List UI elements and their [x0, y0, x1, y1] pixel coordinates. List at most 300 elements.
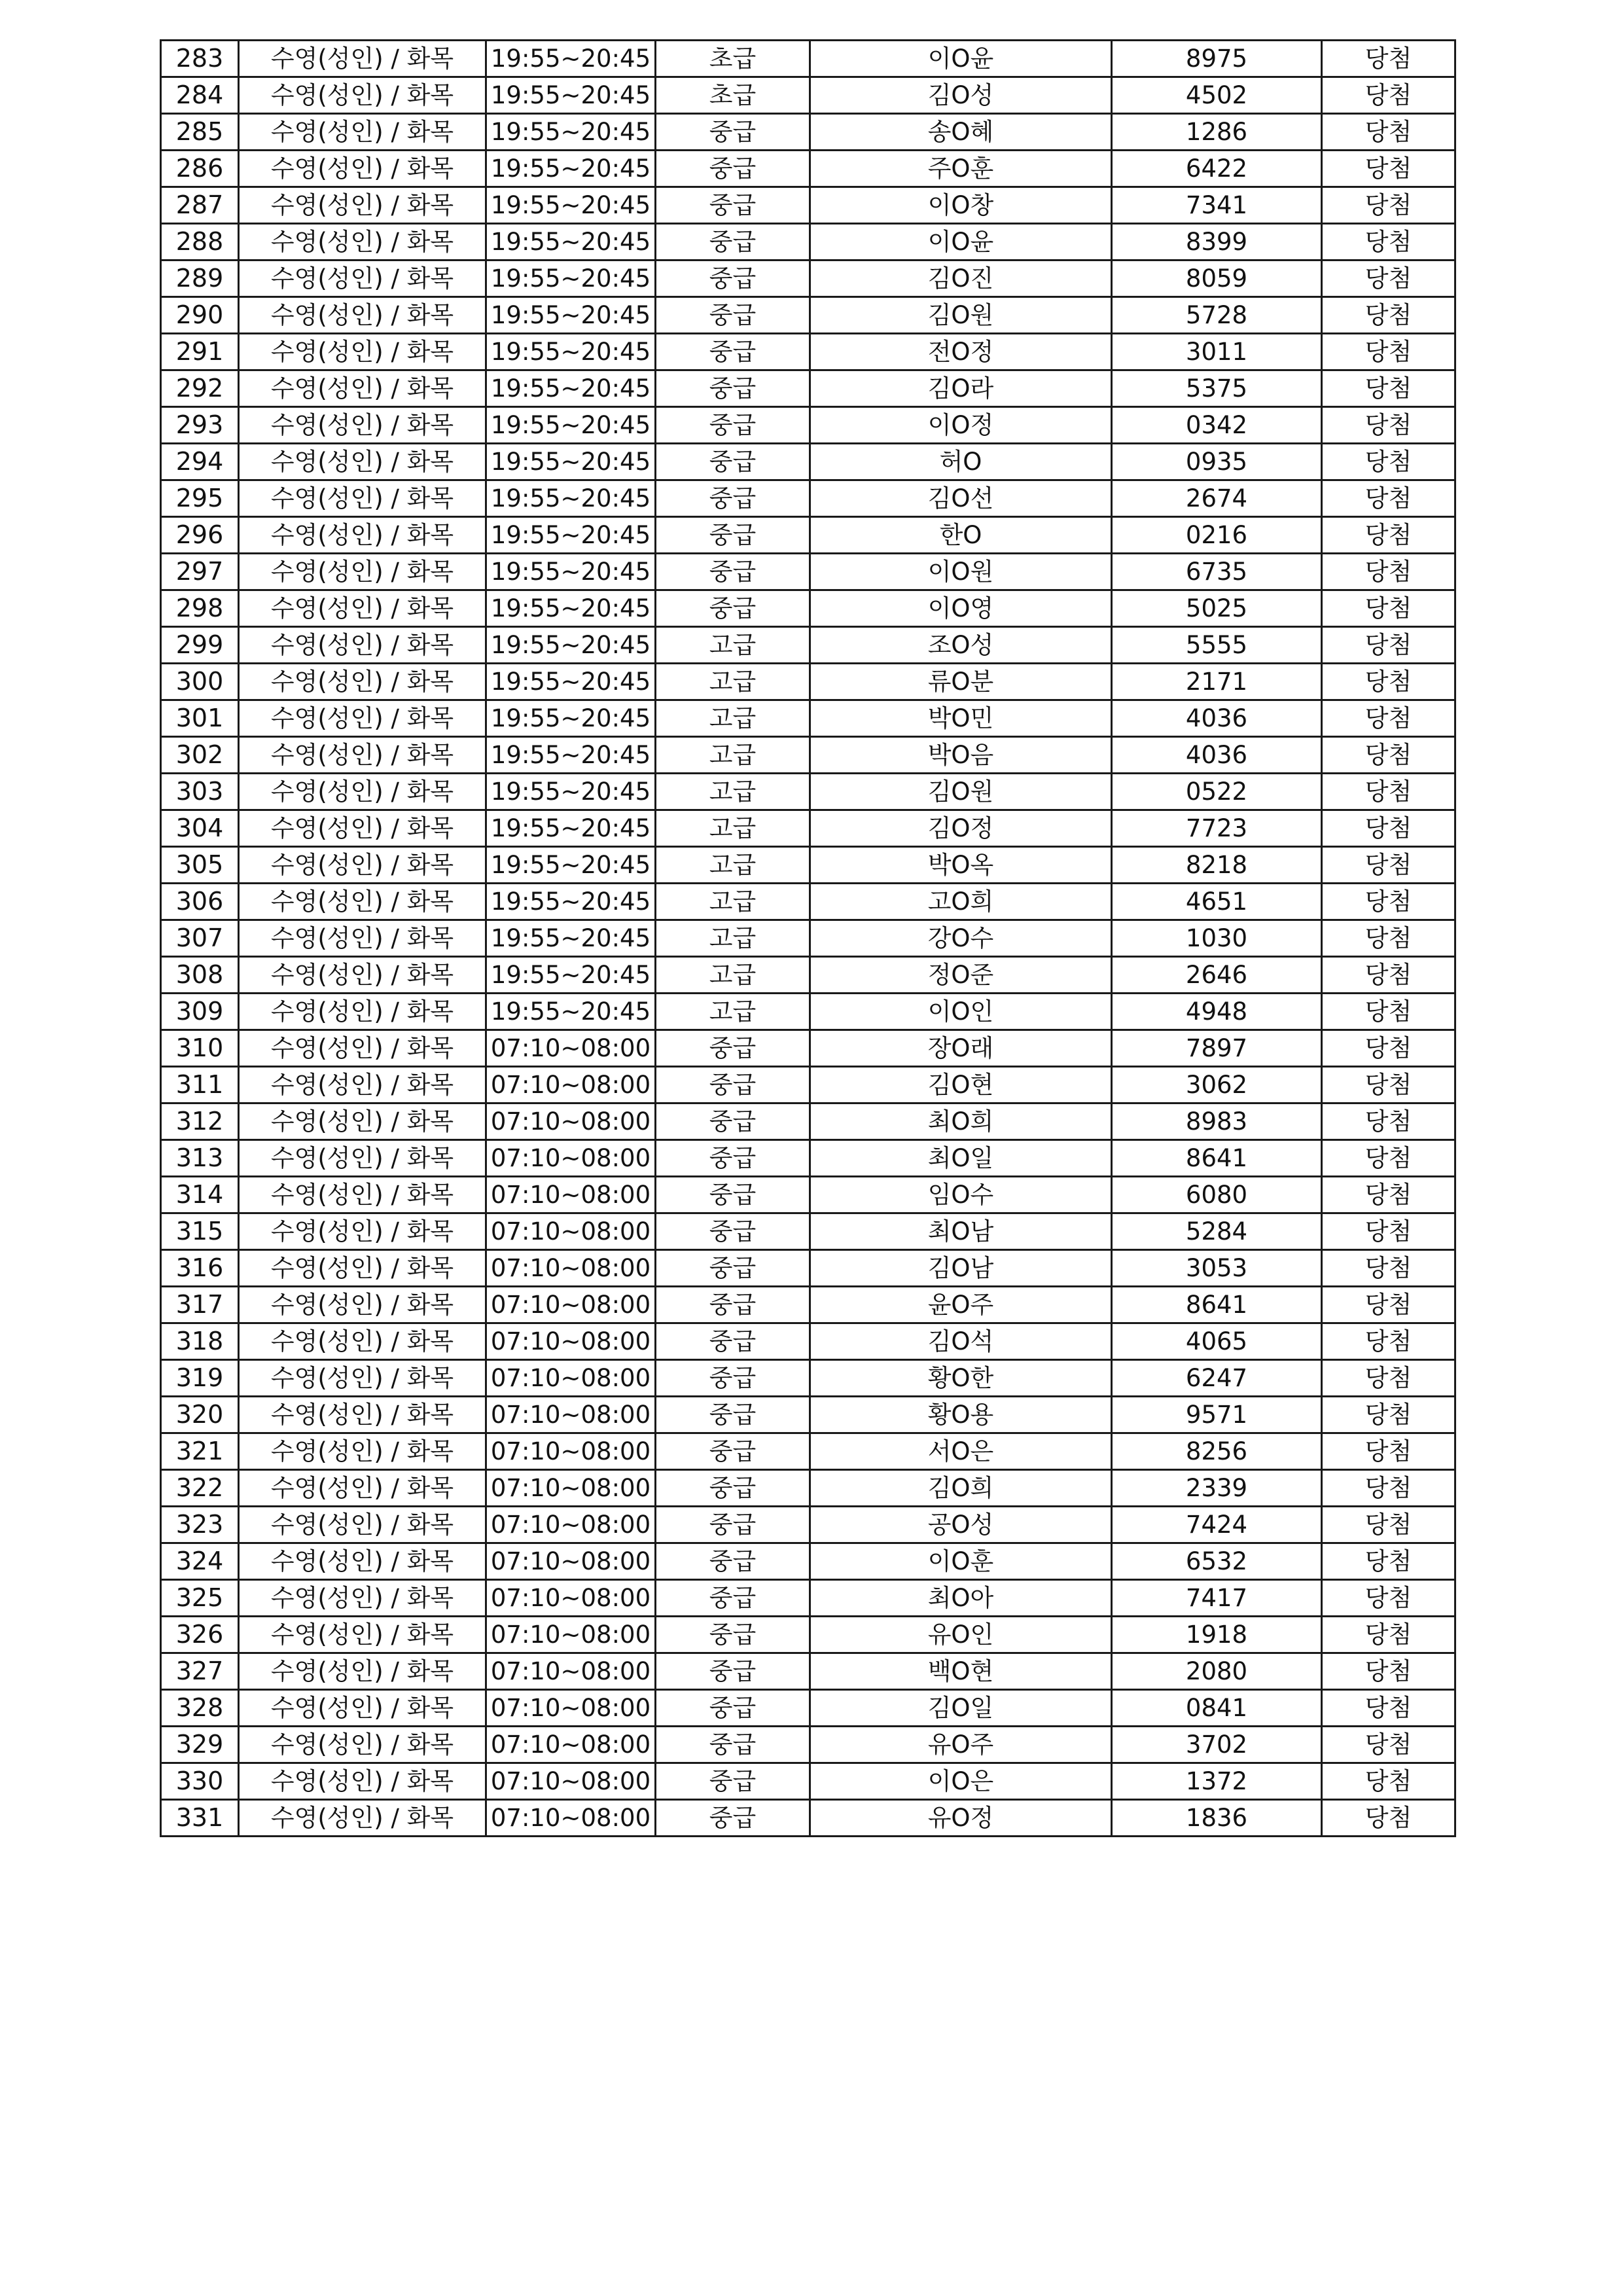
phone-last4-cell: 9571 — [1112, 1397, 1322, 1433]
name-cell: 송O혜 — [810, 114, 1112, 151]
program-cell: 수영(성인) / 화목 — [239, 517, 486, 554]
phone-last4-cell: 8975 — [1112, 41, 1322, 77]
phone-last4-cell: 1372 — [1112, 1763, 1322, 1800]
row-number: 306 — [161, 884, 239, 920]
level-cell: 고급 — [656, 737, 810, 774]
row-number: 320 — [161, 1397, 239, 1433]
time-cell: 19:55~20:45 — [486, 957, 656, 994]
time-cell: 19:55~20:45 — [486, 77, 656, 114]
phone-last4-cell: 2080 — [1112, 1653, 1322, 1690]
level-cell: 중급 — [656, 1763, 810, 1800]
result-cell: 당첨 — [1322, 1800, 1455, 1837]
name-cell: 최O아 — [810, 1580, 1112, 1617]
name-cell: 박O음 — [810, 737, 1112, 774]
phone-last4-cell: 8641 — [1112, 1287, 1322, 1323]
level-cell: 중급 — [656, 1543, 810, 1580]
result-cell: 당첨 — [1322, 1690, 1455, 1727]
time-cell: 19:55~20:45 — [486, 187, 656, 224]
table-row — [161, 847, 1455, 884]
result-cell: 당첨 — [1322, 224, 1455, 260]
level-cell: 중급 — [656, 260, 810, 297]
level-cell: 중급 — [656, 1690, 810, 1727]
phone-last4-cell: 4065 — [1112, 1323, 1322, 1360]
table-row — [161, 1763, 1455, 1800]
level-cell: 중급 — [656, 1397, 810, 1433]
row-number: 311 — [161, 1067, 239, 1103]
table-row — [161, 151, 1455, 187]
program-cell: 수영(성인) / 화목 — [239, 1287, 486, 1323]
time-cell: 07:10~08:00 — [486, 1433, 656, 1470]
program-cell: 수영(성인) / 화목 — [239, 1250, 486, 1287]
level-cell: 고급 — [656, 810, 810, 847]
level-cell: 중급 — [656, 480, 810, 517]
name-cell: 김O희 — [810, 1470, 1112, 1507]
result-cell: 당첨 — [1322, 1287, 1455, 1323]
name-cell: 황O한 — [810, 1360, 1112, 1397]
result-cell: 당첨 — [1322, 1360, 1455, 1397]
level-cell: 중급 — [656, 1067, 810, 1103]
program-cell: 수영(성인) / 화목 — [239, 1727, 486, 1763]
time-cell: 07:10~08:00 — [486, 1030, 656, 1067]
time-cell: 19:55~20:45 — [486, 224, 656, 260]
table-row — [161, 77, 1455, 114]
row-number: 302 — [161, 737, 239, 774]
program-cell: 수영(성인) / 화목 — [239, 590, 486, 627]
name-cell: 유O인 — [810, 1617, 1112, 1653]
time-cell: 07:10~08:00 — [486, 1177, 656, 1213]
result-cell: 당첨 — [1322, 114, 1455, 151]
name-cell: 김O남 — [810, 1250, 1112, 1287]
result-cell: 당첨 — [1322, 1030, 1455, 1067]
level-cell: 중급 — [656, 114, 810, 151]
row-number: 326 — [161, 1617, 239, 1653]
name-cell: 임O수 — [810, 1177, 1112, 1213]
table-row — [161, 187, 1455, 224]
level-cell: 중급 — [656, 1800, 810, 1837]
time-cell: 07:10~08:00 — [486, 1140, 656, 1177]
time-cell: 19:55~20:45 — [486, 297, 656, 334]
program-cell: 수영(성인) / 화목 — [239, 957, 486, 994]
program-cell: 수영(성인) / 화목 — [239, 480, 486, 517]
table-row — [161, 1067, 1455, 1103]
name-cell: 김O원 — [810, 774, 1112, 810]
program-cell: 수영(성인) / 화목 — [239, 1067, 486, 1103]
row-number: 318 — [161, 1323, 239, 1360]
row-number: 287 — [161, 187, 239, 224]
result-cell: 당첨 — [1322, 407, 1455, 444]
result-cell: 당첨 — [1322, 1250, 1455, 1287]
name-cell: 이O윤 — [810, 224, 1112, 260]
level-cell: 고급 — [656, 920, 810, 957]
program-cell: 수영(성인) / 화목 — [239, 1507, 486, 1543]
phone-last4-cell: 5555 — [1112, 627, 1322, 664]
level-cell: 중급 — [656, 1030, 810, 1067]
row-number: 325 — [161, 1580, 239, 1617]
row-number: 330 — [161, 1763, 239, 1800]
phone-last4-cell: 3702 — [1112, 1727, 1322, 1763]
program-cell: 수영(성인) / 화목 — [239, 1323, 486, 1360]
name-cell: 서O은 — [810, 1433, 1112, 1470]
time-cell: 07:10~08:00 — [486, 1507, 656, 1543]
result-cell: 당첨 — [1322, 884, 1455, 920]
result-cell: 당첨 — [1322, 187, 1455, 224]
table-row — [161, 1140, 1455, 1177]
phone-last4-cell: 7897 — [1112, 1030, 1322, 1067]
name-cell: 공O성 — [810, 1507, 1112, 1543]
name-cell: 이O창 — [810, 187, 1112, 224]
result-cell: 당첨 — [1322, 1507, 1455, 1543]
table-row — [161, 1653, 1455, 1690]
result-cell: 당첨 — [1322, 957, 1455, 994]
phone-last4-cell: 2646 — [1112, 957, 1322, 994]
phone-last4-cell: 7424 — [1112, 1507, 1322, 1543]
row-number: 285 — [161, 114, 239, 151]
program-cell: 수영(성인) / 화목 — [239, 1397, 486, 1433]
time-cell: 19:55~20:45 — [486, 884, 656, 920]
time-cell: 19:55~20:45 — [486, 920, 656, 957]
result-cell: 당첨 — [1322, 151, 1455, 187]
row-number: 303 — [161, 774, 239, 810]
row-number: 286 — [161, 151, 239, 187]
name-cell: 유O주 — [810, 1727, 1112, 1763]
row-number: 312 — [161, 1103, 239, 1140]
phone-last4-cell: 5375 — [1112, 370, 1322, 407]
level-cell: 중급 — [656, 334, 810, 370]
program-cell: 수영(성인) / 화목 — [239, 1543, 486, 1580]
phone-last4-cell: 8256 — [1112, 1433, 1322, 1470]
row-number: 323 — [161, 1507, 239, 1543]
name-cell: 김O석 — [810, 1323, 1112, 1360]
row-number: 321 — [161, 1433, 239, 1470]
row-number: 331 — [161, 1800, 239, 1837]
time-cell: 19:55~20:45 — [486, 700, 656, 737]
phone-last4-cell: 4036 — [1112, 737, 1322, 774]
name-cell: 허O — [810, 444, 1112, 480]
lottery-result-table — [160, 39, 1456, 1837]
level-cell: 중급 — [656, 1213, 810, 1250]
result-cell: 당첨 — [1322, 1763, 1455, 1800]
phone-last4-cell: 7417 — [1112, 1580, 1322, 1617]
name-cell: 이O영 — [810, 590, 1112, 627]
program-cell: 수영(성인) / 화목 — [239, 664, 486, 700]
level-cell: 중급 — [656, 1653, 810, 1690]
table-row — [161, 1213, 1455, 1250]
name-cell: 고O희 — [810, 884, 1112, 920]
phone-last4-cell: 1286 — [1112, 114, 1322, 151]
table-row — [161, 334, 1455, 370]
time-cell: 19:55~20:45 — [486, 114, 656, 151]
name-cell: 김O일 — [810, 1690, 1112, 1727]
table-row — [161, 590, 1455, 627]
table-row — [161, 114, 1455, 151]
row-number: 328 — [161, 1690, 239, 1727]
time-cell: 19:55~20:45 — [486, 370, 656, 407]
time-cell: 07:10~08:00 — [486, 1250, 656, 1287]
name-cell: 이O훈 — [810, 1543, 1112, 1580]
phone-last4-cell: 0841 — [1112, 1690, 1322, 1727]
time-cell: 07:10~08:00 — [486, 1690, 656, 1727]
result-cell: 당첨 — [1322, 41, 1455, 77]
time-cell: 07:10~08:00 — [486, 1103, 656, 1140]
phone-last4-cell: 6080 — [1112, 1177, 1322, 1213]
level-cell: 중급 — [656, 444, 810, 480]
result-cell: 당첨 — [1322, 1323, 1455, 1360]
table-row — [161, 700, 1455, 737]
table-row — [161, 664, 1455, 700]
table-row — [161, 224, 1455, 260]
row-number: 296 — [161, 517, 239, 554]
row-number: 297 — [161, 554, 239, 590]
result-cell: 당첨 — [1322, 1397, 1455, 1433]
program-cell: 수영(성인) / 화목 — [239, 187, 486, 224]
name-cell: 류O분 — [810, 664, 1112, 700]
phone-last4-cell: 5728 — [1112, 297, 1322, 334]
program-cell: 수영(성인) / 화목 — [239, 1213, 486, 1250]
program-cell: 수영(성인) / 화목 — [239, 627, 486, 664]
row-number: 299 — [161, 627, 239, 664]
time-cell: 19:55~20:45 — [486, 664, 656, 700]
program-cell: 수영(성인) / 화목 — [239, 1653, 486, 1690]
result-cell: 당첨 — [1322, 444, 1455, 480]
result-cell: 당첨 — [1322, 297, 1455, 334]
phone-last4-cell: 0216 — [1112, 517, 1322, 554]
table-row — [161, 737, 1455, 774]
name-cell: 김O라 — [810, 370, 1112, 407]
program-cell: 수영(성인) / 화목 — [239, 1617, 486, 1653]
phone-last4-cell: 6247 — [1112, 1360, 1322, 1397]
table-row — [161, 1543, 1455, 1580]
phone-last4-cell: 4502 — [1112, 77, 1322, 114]
program-cell: 수영(성인) / 화목 — [239, 1800, 486, 1837]
phone-last4-cell: 2674 — [1112, 480, 1322, 517]
program-cell: 수영(성인) / 화목 — [239, 1580, 486, 1617]
phone-last4-cell: 8641 — [1112, 1140, 1322, 1177]
time-cell: 19:55~20:45 — [486, 444, 656, 480]
program-cell: 수영(성인) / 화목 — [239, 334, 486, 370]
table-row — [161, 1250, 1455, 1287]
program-cell: 수영(성인) / 화목 — [239, 1030, 486, 1067]
name-cell: 주O훈 — [810, 151, 1112, 187]
phone-last4-cell: 2339 — [1112, 1470, 1322, 1507]
table-row — [161, 407, 1455, 444]
name-cell: 최O희 — [810, 1103, 1112, 1140]
program-cell: 수영(성인) / 화목 — [239, 1140, 486, 1177]
time-cell: 19:55~20:45 — [486, 737, 656, 774]
level-cell: 중급 — [656, 187, 810, 224]
result-cell: 당첨 — [1322, 77, 1455, 114]
level-cell: 중급 — [656, 1580, 810, 1617]
name-cell: 박O민 — [810, 700, 1112, 737]
level-cell: 중급 — [656, 407, 810, 444]
level-cell: 고급 — [656, 664, 810, 700]
row-number: 305 — [161, 847, 239, 884]
name-cell: 강O수 — [810, 920, 1112, 957]
phone-last4-cell: 8059 — [1112, 260, 1322, 297]
name-cell: 정O준 — [810, 957, 1112, 994]
row-number: 290 — [161, 297, 239, 334]
name-cell: 김O원 — [810, 297, 1112, 334]
table-row — [161, 884, 1455, 920]
program-cell: 수영(성인) / 화목 — [239, 114, 486, 151]
level-cell: 중급 — [656, 151, 810, 187]
level-cell: 고급 — [656, 847, 810, 884]
name-cell: 백O현 — [810, 1653, 1112, 1690]
result-cell: 당첨 — [1322, 664, 1455, 700]
time-cell: 07:10~08:00 — [486, 1470, 656, 1507]
phone-last4-cell: 4036 — [1112, 700, 1322, 737]
result-cell: 당첨 — [1322, 1727, 1455, 1763]
program-cell: 수영(성인) / 화목 — [239, 1763, 486, 1800]
result-cell: 당첨 — [1322, 810, 1455, 847]
time-cell: 07:10~08:00 — [486, 1360, 656, 1397]
program-cell: 수영(성인) / 화목 — [239, 151, 486, 187]
time-cell: 19:55~20:45 — [486, 627, 656, 664]
phone-last4-cell: 4948 — [1112, 994, 1322, 1030]
time-cell: 19:55~20:45 — [486, 554, 656, 590]
phone-last4-cell: 3053 — [1112, 1250, 1322, 1287]
name-cell: 유O정 — [810, 1800, 1112, 1837]
program-cell: 수영(성인) / 화목 — [239, 77, 486, 114]
time-cell: 19:55~20:45 — [486, 517, 656, 554]
program-cell: 수영(성인) / 화목 — [239, 1690, 486, 1727]
level-cell: 중급 — [656, 517, 810, 554]
phone-last4-cell: 4651 — [1112, 884, 1322, 920]
program-cell: 수영(성인) / 화목 — [239, 1360, 486, 1397]
row-number: 292 — [161, 370, 239, 407]
level-cell: 중급 — [656, 1103, 810, 1140]
row-number: 322 — [161, 1470, 239, 1507]
name-cell: 김O정 — [810, 810, 1112, 847]
name-cell: 이O인 — [810, 994, 1112, 1030]
program-cell: 수영(성인) / 화목 — [239, 444, 486, 480]
table-row — [161, 774, 1455, 810]
level-cell: 중급 — [656, 1360, 810, 1397]
row-number: 291 — [161, 334, 239, 370]
level-cell: 고급 — [656, 774, 810, 810]
program-cell: 수영(성인) / 화목 — [239, 994, 486, 1030]
result-cell: 당첨 — [1322, 1617, 1455, 1653]
name-cell: 김O진 — [810, 260, 1112, 297]
level-cell: 중급 — [656, 1433, 810, 1470]
phone-last4-cell: 8983 — [1112, 1103, 1322, 1140]
phone-last4-cell: 5284 — [1112, 1213, 1322, 1250]
time-cell: 19:55~20:45 — [486, 334, 656, 370]
level-cell: 중급 — [656, 1140, 810, 1177]
program-cell: 수영(성인) / 화목 — [239, 407, 486, 444]
name-cell: 최O남 — [810, 1213, 1112, 1250]
level-cell: 중급 — [656, 1617, 810, 1653]
time-cell: 19:55~20:45 — [486, 774, 656, 810]
time-cell: 07:10~08:00 — [486, 1727, 656, 1763]
row-number: 307 — [161, 920, 239, 957]
row-number: 317 — [161, 1287, 239, 1323]
result-cell: 당첨 — [1322, 370, 1455, 407]
phone-last4-cell: 3062 — [1112, 1067, 1322, 1103]
table-row — [161, 517, 1455, 554]
name-cell: 김O선 — [810, 480, 1112, 517]
row-number: 324 — [161, 1543, 239, 1580]
row-number: 313 — [161, 1140, 239, 1177]
table-row — [161, 1470, 1455, 1507]
phone-last4-cell: 6735 — [1112, 554, 1322, 590]
level-cell: 중급 — [656, 1287, 810, 1323]
result-cell: 당첨 — [1322, 334, 1455, 370]
time-cell: 07:10~08:00 — [486, 1653, 656, 1690]
table-row — [161, 297, 1455, 334]
phone-last4-cell: 5025 — [1112, 590, 1322, 627]
program-cell: 수영(성인) / 화목 — [239, 700, 486, 737]
phone-last4-cell: 2171 — [1112, 664, 1322, 700]
name-cell: 조O성 — [810, 627, 1112, 664]
result-cell: 당첨 — [1322, 1213, 1455, 1250]
phone-last4-cell: 0342 — [1112, 407, 1322, 444]
phone-last4-cell: 1918 — [1112, 1617, 1322, 1653]
result-cell: 당첨 — [1322, 1653, 1455, 1690]
row-number: 315 — [161, 1213, 239, 1250]
name-cell: 황O용 — [810, 1397, 1112, 1433]
result-cell: 당첨 — [1322, 480, 1455, 517]
time-cell: 19:55~20:45 — [486, 810, 656, 847]
program-cell: 수영(성인) / 화목 — [239, 920, 486, 957]
level-cell: 고급 — [656, 700, 810, 737]
result-cell: 당첨 — [1322, 700, 1455, 737]
program-cell: 수영(성인) / 화목 — [239, 297, 486, 334]
row-number: 289 — [161, 260, 239, 297]
table-row — [161, 1690, 1455, 1727]
row-number: 283 — [161, 41, 239, 77]
time-cell: 07:10~08:00 — [486, 1213, 656, 1250]
program-cell: 수영(성인) / 화목 — [239, 41, 486, 77]
row-number: 304 — [161, 810, 239, 847]
result-cell: 당첨 — [1322, 847, 1455, 884]
phone-last4-cell: 7341 — [1112, 187, 1322, 224]
program-cell: 수영(성인) / 화목 — [239, 737, 486, 774]
phone-last4-cell: 0935 — [1112, 444, 1322, 480]
name-cell: 장O래 — [810, 1030, 1112, 1067]
phone-last4-cell: 6422 — [1112, 151, 1322, 187]
row-number: 309 — [161, 994, 239, 1030]
result-cell: 당첨 — [1322, 1580, 1455, 1617]
time-cell: 07:10~08:00 — [486, 1287, 656, 1323]
phone-last4-cell: 1030 — [1112, 920, 1322, 957]
table-row — [161, 957, 1455, 994]
result-cell: 당첨 — [1322, 994, 1455, 1030]
row-number: 301 — [161, 700, 239, 737]
level-cell: 중급 — [656, 554, 810, 590]
time-cell: 19:55~20:45 — [486, 480, 656, 517]
result-cell: 당첨 — [1322, 1543, 1455, 1580]
name-cell: 최O일 — [810, 1140, 1112, 1177]
table-row — [161, 1287, 1455, 1323]
name-cell: 이O은 — [810, 1763, 1112, 1800]
phone-last4-cell: 6532 — [1112, 1543, 1322, 1580]
row-number: 293 — [161, 407, 239, 444]
table-row — [161, 444, 1455, 480]
time-cell: 07:10~08:00 — [486, 1763, 656, 1800]
result-cell: 당첨 — [1322, 1103, 1455, 1140]
level-cell: 중급 — [656, 1507, 810, 1543]
level-cell: 초급 — [656, 77, 810, 114]
result-cell: 당첨 — [1322, 260, 1455, 297]
row-number: 314 — [161, 1177, 239, 1213]
time-cell: 07:10~08:00 — [486, 1800, 656, 1837]
result-cell: 당첨 — [1322, 1470, 1455, 1507]
name-cell: 이O원 — [810, 554, 1112, 590]
time-cell: 07:10~08:00 — [486, 1580, 656, 1617]
level-cell: 중급 — [656, 1177, 810, 1213]
result-cell: 당첨 — [1322, 627, 1455, 664]
table-row — [161, 1030, 1455, 1067]
